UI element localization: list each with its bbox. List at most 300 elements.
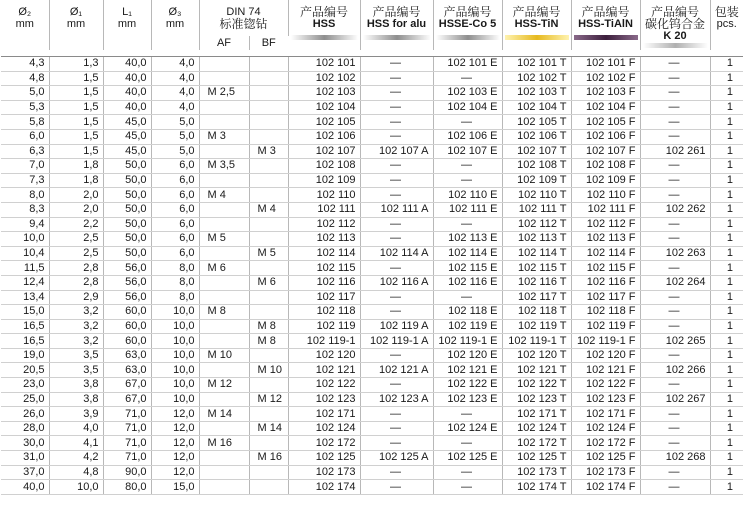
cell-d2: 9,4 <box>1 217 49 232</box>
cell-hss-tin: 102 104 T <box>502 100 571 115</box>
table-row <box>1 159 743 174</box>
cell-pkg: 1 <box>710 275 743 290</box>
cell-hss-tin: 102 124 T <box>502 421 571 436</box>
cell-d3: 6,0 <box>151 159 199 174</box>
table-row <box>1 129 743 144</box>
cell-l1: 56,0 <box>103 261 151 276</box>
cell-d2: 10,4 <box>1 246 49 261</box>
cell-hss-alu: 102 119 A <box>360 319 433 334</box>
cell-k20: — <box>640 261 710 276</box>
cell-hss-tin: 102 113 T <box>502 232 571 247</box>
cell-d2: 37,0 <box>1 465 49 480</box>
cell-d3: 5,0 <box>151 129 199 144</box>
header-k20: 产品编号 碳化钨合金 K 20 <box>640 0 710 50</box>
cell-pkg: 1 <box>710 129 743 144</box>
table-row <box>1 232 743 247</box>
cell-af <box>199 290 249 305</box>
table-row <box>1 305 743 320</box>
cell-pkg: 1 <box>710 261 743 276</box>
cell-pkg: 1 <box>710 232 743 247</box>
cell-d3: 8,0 <box>151 261 199 276</box>
cell-hss-tialn: 102 171 F <box>571 407 640 422</box>
cell-d2: 4,3 <box>1 57 49 72</box>
cell-pkg: 1 <box>710 378 743 393</box>
cell-d1: 4,2 <box>49 451 103 466</box>
cell-hss-alu: 102 114 A <box>360 246 433 261</box>
cell-d3: 10,0 <box>151 334 199 349</box>
cell-bf <box>249 100 288 115</box>
table-row <box>1 115 743 130</box>
cell-bf <box>249 115 288 130</box>
cell-hss-tin: 102 118 T <box>502 305 571 320</box>
cell-hss-alu: — <box>360 71 433 86</box>
cell-d1: 2,5 <box>49 246 103 261</box>
cell-af <box>199 319 249 334</box>
cell-bf <box>249 305 288 320</box>
cell-hss-alu: 102 111 A <box>360 202 433 217</box>
cell-d2: 30,0 <box>1 436 49 451</box>
cell-hss-tialn: 102 119-1 F <box>571 334 640 349</box>
cell-hss-tialn: 102 119 F <box>571 319 640 334</box>
cell-pkg: 1 <box>710 407 743 422</box>
coating-swatch-hss <box>291 35 358 40</box>
cell-hsse-co5: — <box>433 290 502 305</box>
cell-af <box>199 144 249 159</box>
cell-hss-tialn: 102 124 F <box>571 421 640 436</box>
cell-l1: 67,0 <box>103 392 151 407</box>
cell-k20: — <box>640 348 710 363</box>
header-l1: L₁ mm <box>103 0 151 50</box>
cell-hss-alu: — <box>360 159 433 174</box>
cell-d3: 10,0 <box>151 305 199 320</box>
cell-d3: 5,0 <box>151 144 199 159</box>
cell-k20: — <box>640 436 710 451</box>
cell-d2: 13,4 <box>1 290 49 305</box>
cell-k20: — <box>640 480 710 495</box>
cell-d3: 4,0 <box>151 57 199 72</box>
cell-hsse-co5: 102 113 E <box>433 232 502 247</box>
cell-hss-alu: — <box>360 173 433 188</box>
table-row <box>1 202 743 217</box>
cell-bf <box>249 465 288 480</box>
cell-d2: 31,0 <box>1 451 49 466</box>
cell-hss: 102 172 <box>288 436 360 451</box>
cell-k20: — <box>640 217 710 232</box>
cell-d3: 12,0 <box>151 436 199 451</box>
cell-hss: 102 110 <box>288 188 360 203</box>
cell-hss: 102 106 <box>288 129 360 144</box>
cell-l1: 45,0 <box>103 144 151 159</box>
cell-hss-tin: 102 119-1 T <box>502 334 571 349</box>
cell-k20: 102 266 <box>640 363 710 378</box>
cell-bf <box>249 348 288 363</box>
cell-pkg: 1 <box>710 334 743 349</box>
cell-hss-tialn: 102 118 F <box>571 305 640 320</box>
cell-hsse-co5: 102 101 E <box>433 57 502 72</box>
cell-d3: 5,0 <box>151 115 199 130</box>
cell-bf: M 3 <box>249 144 288 159</box>
cell-bf <box>249 86 288 101</box>
cell-pkg: 1 <box>710 480 743 495</box>
cell-hsse-co5: 102 120 E <box>433 348 502 363</box>
cell-pkg: 1 <box>710 363 743 378</box>
cell-af <box>199 115 249 130</box>
cell-d2: 5,0 <box>1 86 49 101</box>
cell-bf: M 8 <box>249 334 288 349</box>
table-row <box>1 144 743 159</box>
cell-bf <box>249 480 288 495</box>
cell-hss-tialn: 102 112 F <box>571 217 640 232</box>
cell-bf: M 8 <box>249 319 288 334</box>
cell-af: M 16 <box>199 436 249 451</box>
cell-d2: 12,4 <box>1 275 49 290</box>
cell-bf: M 12 <box>249 392 288 407</box>
table-row <box>1 378 743 393</box>
cell-hss: 102 119-1 <box>288 334 360 349</box>
cell-pkg: 1 <box>710 86 743 101</box>
cell-hss: 102 109 <box>288 173 360 188</box>
header-d3: Ø₃ mm <box>151 0 199 50</box>
cell-l1: 67,0 <box>103 378 151 393</box>
cell-hss-tin: 102 174 T <box>502 480 571 495</box>
cell-d3: 8,0 <box>151 275 199 290</box>
cell-af <box>199 363 249 378</box>
header-af: AF <box>199 36 249 50</box>
cell-af: M 3 <box>199 129 249 144</box>
cell-hsse-co5: 102 107 E <box>433 144 502 159</box>
cell-l1: 40,0 <box>103 100 151 115</box>
cell-hsse-co5: 102 116 E <box>433 275 502 290</box>
cell-l1: 90,0 <box>103 465 151 480</box>
cell-hss: 102 113 <box>288 232 360 247</box>
cell-af <box>199 480 249 495</box>
cell-k20: — <box>640 71 710 86</box>
cell-hsse-co5: 102 103 E <box>433 86 502 101</box>
cell-d3: 6,0 <box>151 188 199 203</box>
cell-pkg: 1 <box>710 71 743 86</box>
table-row <box>1 407 743 422</box>
cell-hss: 102 123 <box>288 392 360 407</box>
cell-hsse-co5: 102 104 E <box>433 100 502 115</box>
cell-d1: 4,0 <box>49 421 103 436</box>
cell-bf: M 6 <box>249 275 288 290</box>
cell-pkg: 1 <box>710 319 743 334</box>
header-hss-alu: 产品编号 HSS for alu <box>360 0 433 50</box>
cell-bf: M 4 <box>249 202 288 217</box>
cell-hss: 102 104 <box>288 100 360 115</box>
cell-k20: — <box>640 407 710 422</box>
cell-hss: 102 105 <box>288 115 360 130</box>
cell-d1: 3,9 <box>49 407 103 422</box>
header-bf: BF <box>261 37 276 49</box>
cell-af <box>199 100 249 115</box>
cell-d3: 15,0 <box>151 480 199 495</box>
table-row <box>1 465 743 480</box>
cell-pkg: 1 <box>710 188 743 203</box>
cell-hss: 102 111 <box>288 202 360 217</box>
cell-d1: 3,2 <box>49 319 103 334</box>
cell-d2: 7,0 <box>1 159 49 174</box>
cell-hss-alu: — <box>360 378 433 393</box>
cell-hss: 102 124 <box>288 421 360 436</box>
cell-d1: 3,8 <box>49 392 103 407</box>
cell-d3: 4,0 <box>151 86 199 101</box>
cell-pkg: 1 <box>710 421 743 436</box>
cell-hss-tin: 102 108 T <box>502 159 571 174</box>
cell-l1: 50,0 <box>103 217 151 232</box>
cell-hsse-co5: 102 124 E <box>433 421 502 436</box>
table-row <box>1 290 743 305</box>
cell-hsse-co5: — <box>433 115 502 130</box>
cell-hss-alu: — <box>360 436 433 451</box>
cell-bf <box>249 71 288 86</box>
cell-k20: — <box>640 232 710 247</box>
cell-hss-tin: 102 125 T <box>502 451 571 466</box>
cell-d2: 6,0 <box>1 129 49 144</box>
cell-d3: 6,0 <box>151 232 199 247</box>
cell-hss-tin: 102 102 T <box>502 71 571 86</box>
cell-af: M 8 <box>199 305 249 320</box>
cell-af: M 12 <box>199 378 249 393</box>
cell-hss-tin: 102 120 T <box>502 348 571 363</box>
cell-d2: 23,0 <box>1 378 49 393</box>
cell-d1: 3,8 <box>49 378 103 393</box>
cell-k20: 102 264 <box>640 275 710 290</box>
table-row <box>1 246 743 261</box>
cell-d2: 8,3 <box>1 202 49 217</box>
cell-hss-tialn: 102 115 F <box>571 261 640 276</box>
cell-hss-alu: — <box>360 100 433 115</box>
cell-bf <box>249 188 288 203</box>
cell-l1: 60,0 <box>103 334 151 349</box>
cell-d3: 4,0 <box>151 100 199 115</box>
table-row <box>1 363 743 378</box>
cell-hss-tialn: 102 121 F <box>571 363 640 378</box>
cell-d3: 12,0 <box>151 451 199 466</box>
cell-hss-tin: 102 110 T <box>502 188 571 203</box>
cell-l1: 45,0 <box>103 129 151 144</box>
header-hss-tin: 产品编号 HSS-TiN <box>502 0 571 50</box>
cell-d1: 1,8 <box>49 159 103 174</box>
cell-hss-tin: 102 109 T <box>502 173 571 188</box>
cell-hss: 102 107 <box>288 144 360 159</box>
cell-hss-alu: — <box>360 261 433 276</box>
cell-bf: M 10 <box>249 363 288 378</box>
cell-hss-alu: — <box>360 217 433 232</box>
cell-d2: 5,8 <box>1 115 49 130</box>
cell-d1: 10,0 <box>49 480 103 495</box>
cell-hsse-co5: 102 115 E <box>433 261 502 276</box>
cell-hss-alu: — <box>360 188 433 203</box>
cell-pkg: 1 <box>710 217 743 232</box>
cell-d1: 2,5 <box>49 232 103 247</box>
cell-bf <box>249 232 288 247</box>
cell-af <box>199 71 249 86</box>
cell-bf <box>249 378 288 393</box>
cell-pkg: 1 <box>710 465 743 480</box>
cell-l1: 80,0 <box>103 480 151 495</box>
cell-af: M 3,5 <box>199 159 249 174</box>
cell-hss-alu: 102 121 A <box>360 363 433 378</box>
cell-pkg: 1 <box>710 159 743 174</box>
header-d2: Ø₂ mm <box>1 0 49 50</box>
table-row <box>1 173 743 188</box>
cell-k20: — <box>640 188 710 203</box>
cell-d2: 10,0 <box>1 232 49 247</box>
cell-bf <box>249 129 288 144</box>
cell-pkg: 1 <box>710 115 743 130</box>
cell-k20: — <box>640 115 710 130</box>
cell-hss-tin: 102 115 T <box>502 261 571 276</box>
cell-k20: — <box>640 57 710 72</box>
cell-hsse-co5: 102 114 E <box>433 246 502 261</box>
cell-af <box>199 392 249 407</box>
cell-bf: M 16 <box>249 451 288 466</box>
cell-k20: — <box>640 421 710 436</box>
cell-hss-alu: — <box>360 115 433 130</box>
cell-hss-alu: — <box>360 129 433 144</box>
cell-hss: 102 103 <box>288 86 360 101</box>
cell-hss: 102 108 <box>288 159 360 174</box>
header-d1: Ø₁ mm <box>49 0 103 50</box>
cell-d1: 1,8 <box>49 173 103 188</box>
cell-bf <box>249 217 288 232</box>
cell-d1: 2,0 <box>49 202 103 217</box>
cell-d2: 16,5 <box>1 334 49 349</box>
cell-d3: 10,0 <box>151 392 199 407</box>
cell-af: M 10 <box>199 348 249 363</box>
table-row <box>1 392 743 407</box>
cell-bf: M 14 <box>249 421 288 436</box>
cell-d1: 2,8 <box>49 275 103 290</box>
table-row <box>1 275 743 290</box>
cell-hss-tin: 102 112 T <box>502 217 571 232</box>
cell-hss: 102 119 <box>288 319 360 334</box>
cell-k20: — <box>640 86 710 101</box>
cell-hss-alu: — <box>360 232 433 247</box>
cell-d2: 16,5 <box>1 319 49 334</box>
product-table <box>1 0 743 495</box>
cell-hsse-co5: 102 123 E <box>433 392 502 407</box>
cell-hss-tialn: 102 109 F <box>571 173 640 188</box>
cell-hss-tin: 102 106 T <box>502 129 571 144</box>
cell-d1: 2,9 <box>49 290 103 305</box>
cell-hsse-co5: 102 119 E <box>433 319 502 334</box>
cell-hss: 102 125 <box>288 451 360 466</box>
cell-pkg: 1 <box>710 57 743 72</box>
cell-k20: — <box>640 290 710 305</box>
cell-af: M 2,5 <box>199 86 249 101</box>
cell-hss-tialn: 102 117 F <box>571 290 640 305</box>
cell-af: M 4 <box>199 188 249 203</box>
cell-hsse-co5: 102 106 E <box>433 129 502 144</box>
cell-d2: 7,3 <box>1 173 49 188</box>
cell-pkg: 1 <box>710 392 743 407</box>
cell-bf: M 5 <box>249 246 288 261</box>
cell-d3: 10,0 <box>151 378 199 393</box>
cell-hss-tin: 102 114 T <box>502 246 571 261</box>
header-din74: DIN 74 标准锪钻 <box>199 0 288 36</box>
cell-k20: — <box>640 305 710 320</box>
cell-l1: 60,0 <box>103 319 151 334</box>
cell-af <box>199 451 249 466</box>
cell-hss-alu: — <box>360 407 433 422</box>
cell-hsse-co5: 102 122 E <box>433 378 502 393</box>
cell-hsse-co5: — <box>433 465 502 480</box>
cell-d1: 1,3 <box>49 57 103 72</box>
cell-hss: 102 118 <box>288 305 360 320</box>
coating-swatch-k20 <box>643 43 708 48</box>
cell-hss: 102 122 <box>288 378 360 393</box>
cell-k20: — <box>640 173 710 188</box>
cell-af <box>199 173 249 188</box>
cell-d1: 3,5 <box>49 363 103 378</box>
cell-l1: 71,0 <box>103 436 151 451</box>
cell-hss-tin: 102 117 T <box>502 290 571 305</box>
cell-hss: 102 171 <box>288 407 360 422</box>
cell-af <box>199 246 249 261</box>
cell-l1: 56,0 <box>103 290 151 305</box>
cell-d3: 12,0 <box>151 465 199 480</box>
cell-l1: 71,0 <box>103 407 151 422</box>
cell-d2: 4,8 <box>1 71 49 86</box>
cell-hss-alu: — <box>360 465 433 480</box>
cell-pkg: 1 <box>710 246 743 261</box>
cell-hss-tin: 102 171 T <box>502 407 571 422</box>
cell-l1: 71,0 <box>103 451 151 466</box>
cell-l1: 56,0 <box>103 275 151 290</box>
cell-hss-tialn: 102 101 F <box>571 57 640 72</box>
cell-hss-tin: 102 111 T <box>502 202 571 217</box>
cell-d3: 6,0 <box>151 173 199 188</box>
cell-bf <box>249 173 288 188</box>
cell-hsse-co5: 102 119-1 E <box>433 334 502 349</box>
cell-hss-tialn: 102 102 F <box>571 71 640 86</box>
cell-k20: — <box>640 129 710 144</box>
cell-pkg: 1 <box>710 290 743 305</box>
cell-l1: 45,0 <box>103 115 151 130</box>
coating-swatch-co5 <box>436 35 500 40</box>
cell-hsse-co5: — <box>433 436 502 451</box>
cell-hsse-co5: — <box>433 71 502 86</box>
cell-hss: 102 101 <box>288 57 360 72</box>
table-row <box>1 71 743 86</box>
cell-af <box>199 57 249 72</box>
cell-l1: 40,0 <box>103 57 151 72</box>
cell-d1: 3,5 <box>49 348 103 363</box>
cell-bf <box>249 407 288 422</box>
table-row <box>1 348 743 363</box>
cell-hss-tialn: 102 125 F <box>571 451 640 466</box>
cell-d1: 4,1 <box>49 436 103 451</box>
cell-hss-tialn: 102 105 F <box>571 115 640 130</box>
cell-af <box>199 202 249 217</box>
cell-d1: 2,0 <box>49 188 103 203</box>
cell-d2: 6,3 <box>1 144 49 159</box>
cell-hss-tialn: 102 110 F <box>571 188 640 203</box>
cell-hsse-co5: — <box>433 480 502 495</box>
cell-pkg: 1 <box>710 348 743 363</box>
cell-hss-tialn: 102 174 F <box>571 480 640 495</box>
cell-hsse-co5: 102 110 E <box>433 188 502 203</box>
cell-d1: 1,5 <box>49 86 103 101</box>
cell-hss-tialn: 102 113 F <box>571 232 640 247</box>
cell-l1: 71,0 <box>103 421 151 436</box>
cell-pkg: 1 <box>710 436 743 451</box>
cell-hsse-co5: — <box>433 159 502 174</box>
cell-hss: 102 117 <box>288 290 360 305</box>
cell-af <box>199 334 249 349</box>
